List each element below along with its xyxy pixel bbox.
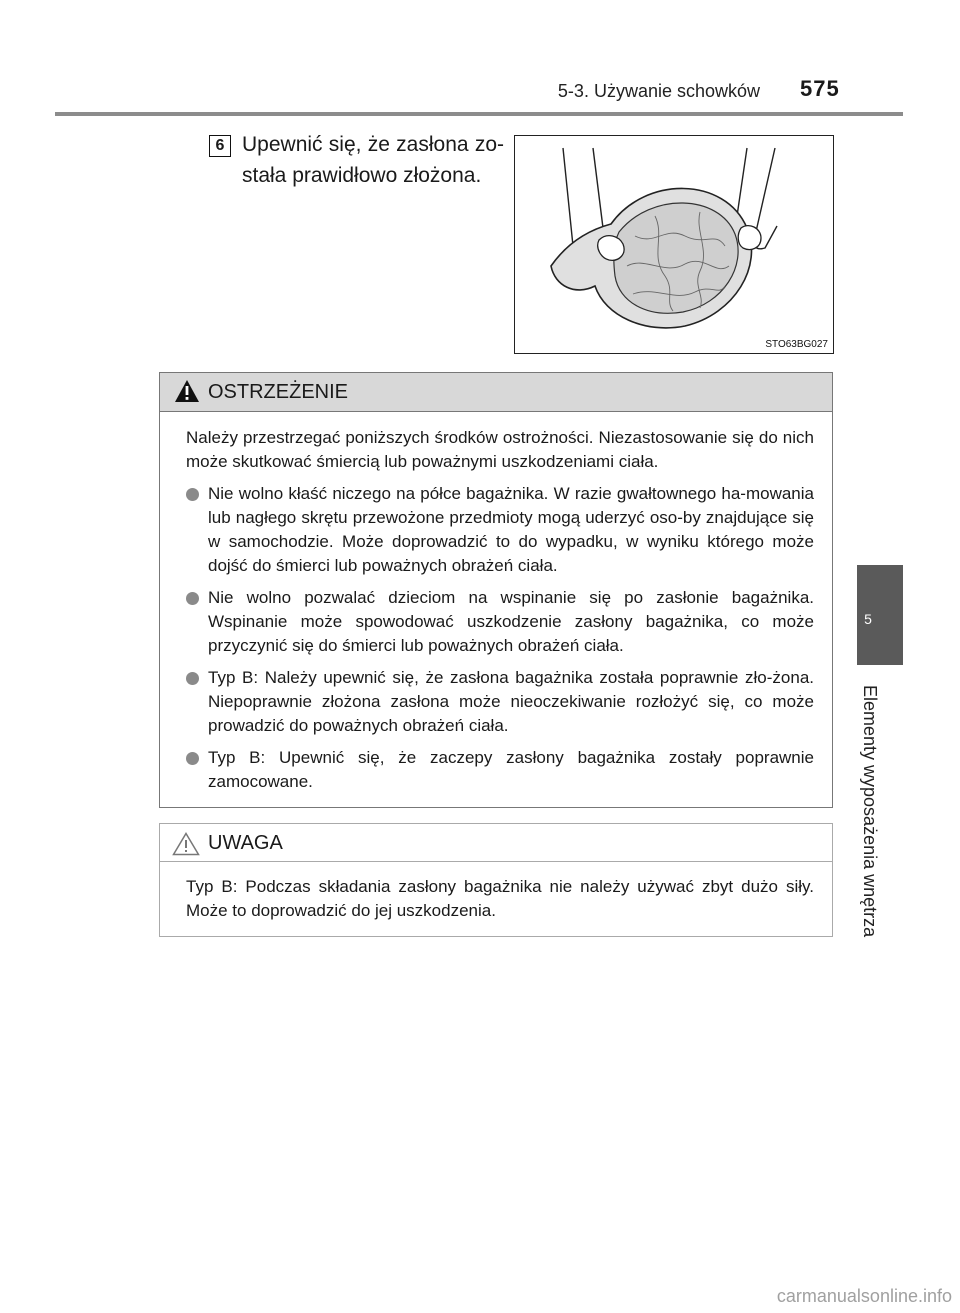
notice-text: Typ B: Podczas składania zasłony bagażnika nie należy używać zbyt dużo siły. Może to doprowadzić do jej uszkodzenia. xyxy=(186,877,814,920)
notice-header xyxy=(160,824,832,862)
warning-header xyxy=(160,373,832,412)
warning-item-text: Typ B: Upewnić się, że zaczepy zasłony bagażnika zostały poprawnie zamocowane. xyxy=(208,748,814,791)
bullet-dot-icon xyxy=(186,752,199,765)
header-divider xyxy=(55,112,903,116)
watermark: carmanualsonline.info xyxy=(776,1286,952,1306)
warning-triangle-icon xyxy=(174,379,200,403)
chapter-tab xyxy=(857,565,903,665)
page-number: 575 xyxy=(800,76,840,101)
notice-title: UWAGA xyxy=(208,832,283,854)
notice-box xyxy=(159,823,833,937)
warning-intro: Należy przestrzegać poniższych środków ostrożności. Niezastosowanie się do nich może skutkować śmiercią lub poważnymi uszkodzeniami ciała. xyxy=(186,428,814,471)
bullet-dot-icon xyxy=(186,672,199,685)
warning-item xyxy=(186,666,814,738)
warning-item-text: Nie wolno kłaść niczego na półce bagażnika. W razie gwałtownego ha-mowania lub nagłego skrętu przewożone przedmioty mogą uderzyć oso-by znajdujące się w samochodzie. Może doprowadzić to do wypadku, w wyniku którego może dojść do śmierci lub poważnych obrażeń ciała. xyxy=(208,484,814,575)
warning-item xyxy=(186,746,814,794)
step-instruction: Upewnić się, że zasłona zo-stała prawidłowo złożona. xyxy=(242,133,504,187)
figure-code: STO63BG027 xyxy=(765,339,828,350)
warning-item xyxy=(186,586,814,658)
illustration-drawing xyxy=(515,136,833,353)
bullet-dot-icon xyxy=(186,488,199,501)
caution-triangle-icon xyxy=(172,832,200,856)
warning-item-text: Nie wolno pozwalać dzieciom na wspinanie się po zasłonie bagażnika. Wspinanie może spowodować uszkodzenie zasłony bagażnika, co może przyczynić się do śmierci lub poważnych obrażeń ciała. xyxy=(208,588,814,655)
bullet-dot-icon xyxy=(186,592,199,605)
warning-title: OSTRZEŻENIE xyxy=(208,381,349,403)
warning-item-text: Typ B: Należy upewnić się, że zasłona bagażnika została poprawnie zło-żona. Niepoprawnie złożona zasłona może nieoczekiwanie rozłożyć się, co może prowadzić do poważnych obrażeń ciała. xyxy=(208,668,814,735)
chapter-number: 5 xyxy=(864,611,872,627)
section-title: 5-3. Używanie schowków xyxy=(557,81,760,101)
warning-box xyxy=(159,372,833,808)
chapter-label: Elementy wyposażenia wnętrza xyxy=(860,685,880,938)
step-number-badge: 6 xyxy=(209,135,231,157)
folding-cover-illustration xyxy=(514,135,834,354)
warning-item xyxy=(186,482,814,578)
